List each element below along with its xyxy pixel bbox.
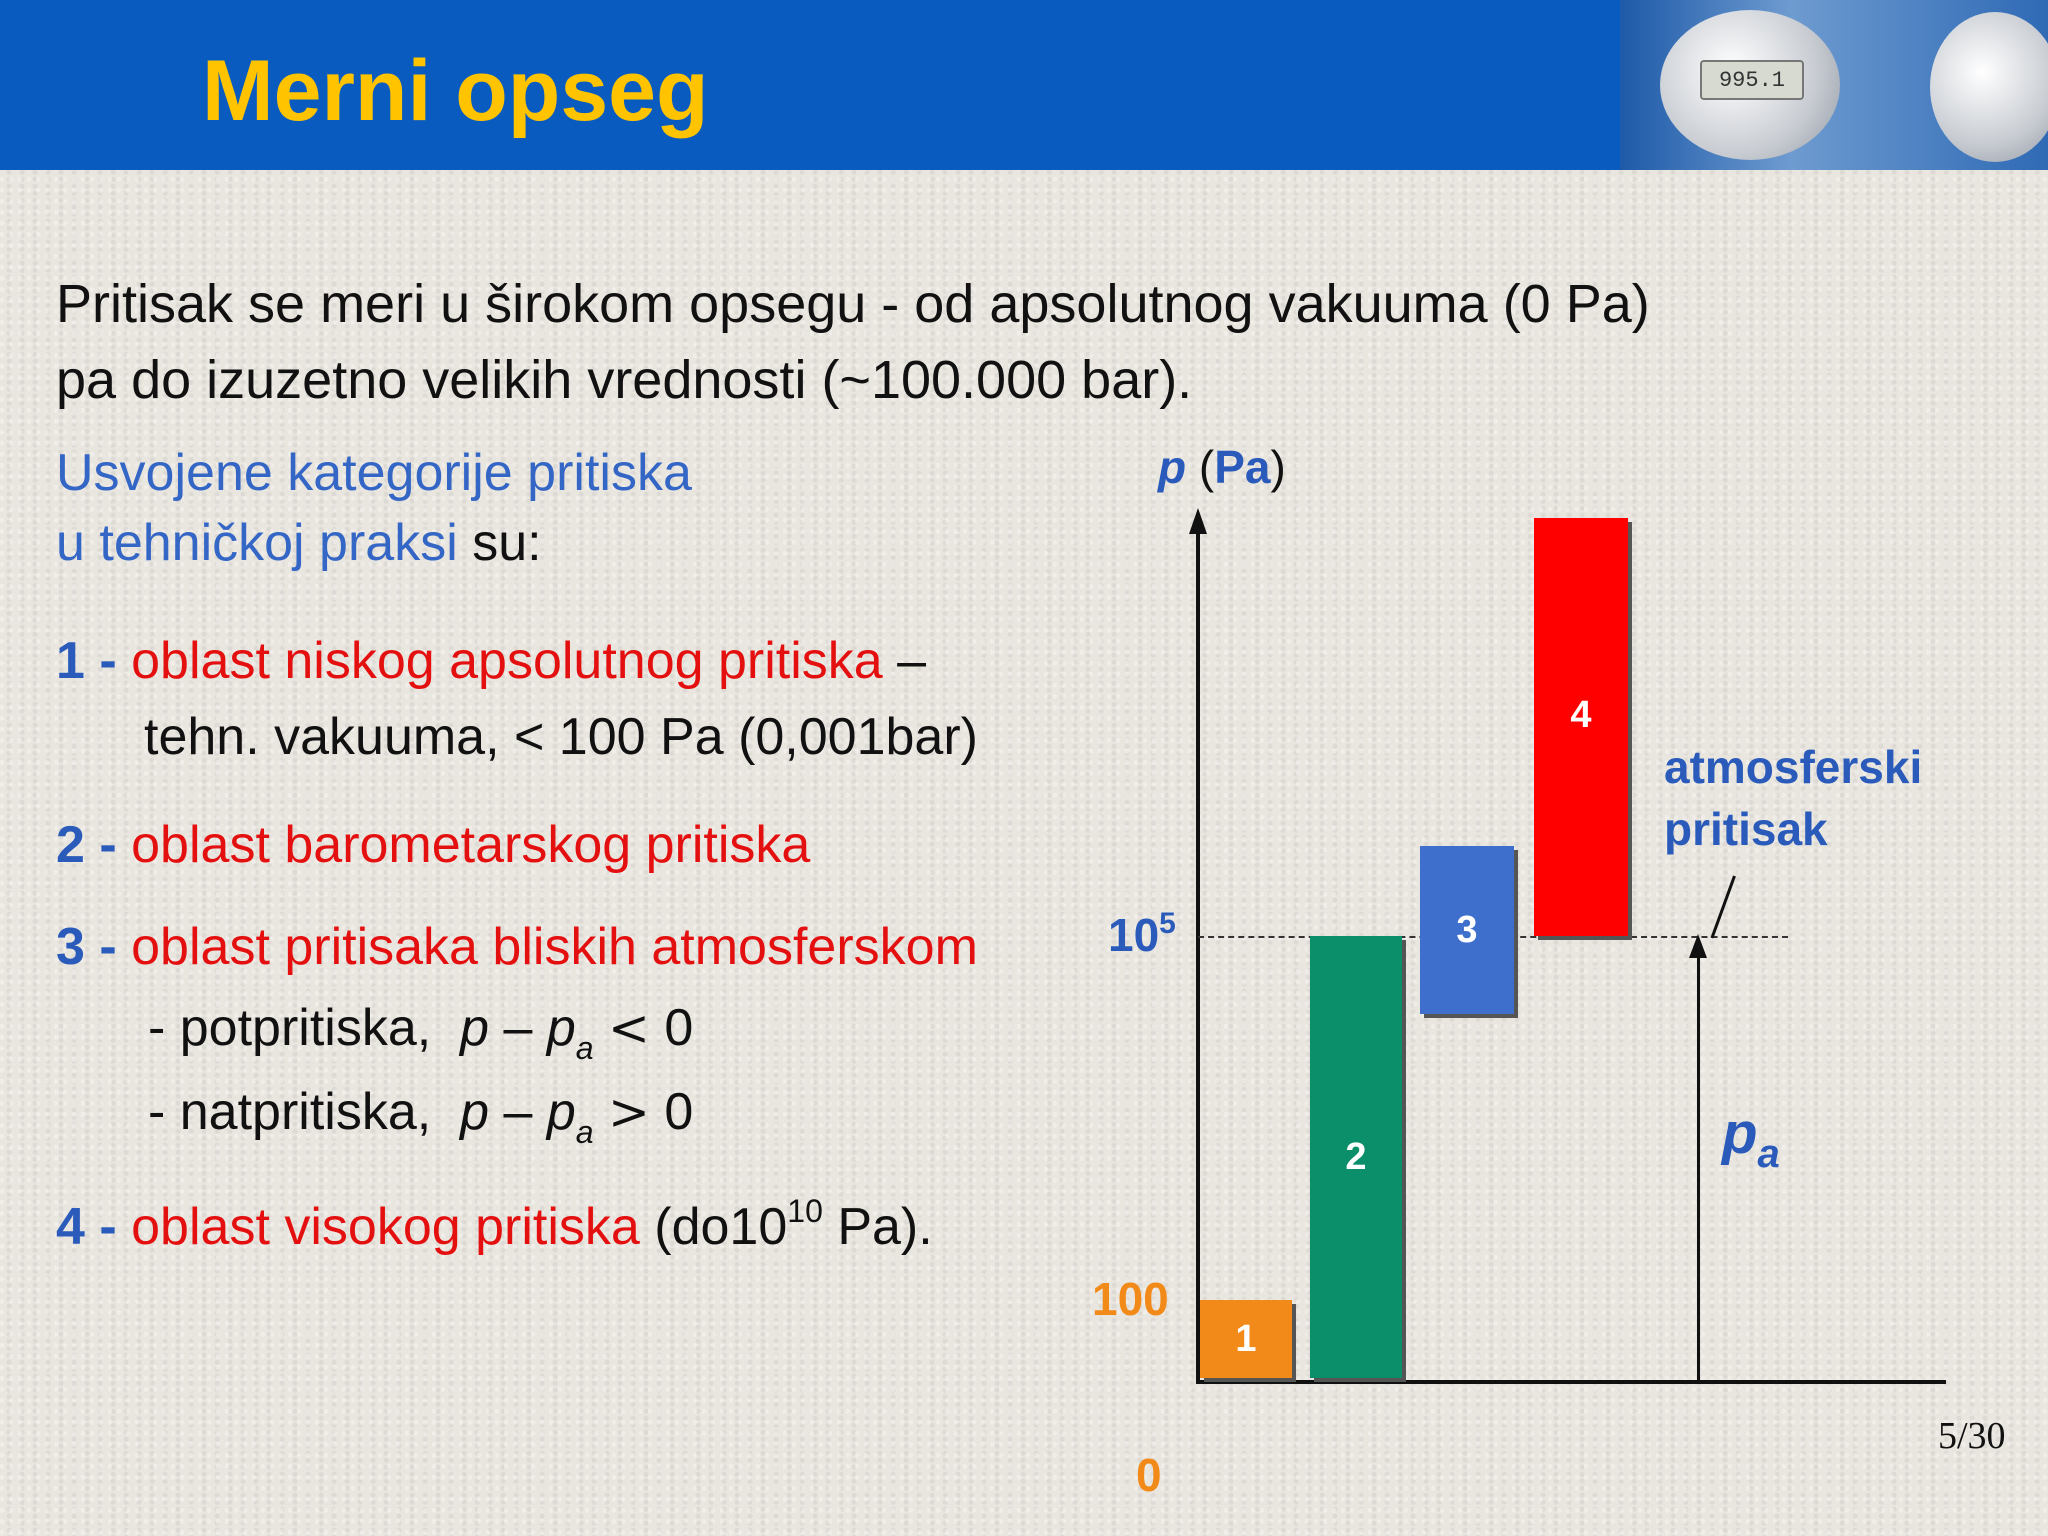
pa-label	[1722, 1100, 1780, 1176]
pa-label-subscript: a	[1757, 1132, 1780, 1176]
zero-value: 0	[664, 1083, 694, 1141]
overpressure-text: - natpritiska,	[148, 1083, 432, 1141]
item-1-detail: tehn. vakuuma, < 100 Pa (0,001bar)	[144, 708, 978, 766]
tick-label-1e5	[1108, 908, 1176, 962]
item-4-label: oblast visokog pritiska	[131, 1198, 640, 1256]
item-3-number: 3 -	[56, 918, 117, 976]
pa-symbol: p	[546, 1083, 576, 1141]
item-3-sub-underpressure	[148, 998, 694, 1066]
less-than-sign: <	[608, 999, 650, 1057]
pa-subscript: a	[575, 1114, 594, 1150]
intro-paragraph	[56, 266, 1956, 418]
minus-sign: –	[503, 999, 533, 1057]
y-axis-unit-close: )	[1270, 441, 1286, 493]
item-1-label: oblast niskog apsolutnog pritiska	[131, 632, 883, 690]
meter-display: 995.1	[1700, 60, 1804, 100]
atm-label-line-2: pritisak	[1664, 803, 1828, 855]
title-bar	[0, 0, 2048, 170]
item-4-close: Pa).	[822, 1198, 933, 1256]
item-2-number: 2 -	[56, 816, 117, 874]
tick-label-100: 100	[1092, 1273, 1169, 1325]
p-symbol: p	[460, 1083, 490, 1141]
category-item-2	[56, 814, 810, 876]
bar-category-4: 4	[1534, 518, 1628, 936]
category-item-3	[56, 916, 978, 978]
categories-heading-black: su:	[457, 514, 542, 572]
bar-category-3: 3	[1420, 846, 1514, 1014]
item-4-number: 4 -	[56, 1198, 117, 1256]
categories-heading-line-1: Usvojene kategorije pritiska	[56, 444, 692, 502]
categories-heading-blue: u tehničkoj praksi	[56, 514, 458, 572]
tick-1e5-exponent: 5	[1159, 907, 1176, 940]
minus-sign: –	[503, 1083, 533, 1141]
intro-line-1: Pritisak se meri u širokom opsegu - od apsolutnog vakuuma (0 Pa)	[56, 274, 1650, 334]
category-item-4	[56, 1193, 933, 1264]
pa-arrow-line	[1697, 946, 1700, 1382]
atmospheric-pressure-label	[1664, 736, 1922, 860]
y-axis-title	[1158, 440, 1286, 494]
greater-than-sign: >	[608, 1083, 650, 1141]
y-axis-unit: Pa	[1214, 441, 1271, 493]
bar-category-2: 2	[1310, 936, 1402, 1378]
category-item-1	[56, 630, 926, 692]
item-4-open: (do10	[639, 1198, 788, 1256]
zero-value: 0	[664, 999, 694, 1057]
p-symbol: p	[460, 999, 490, 1057]
item-3-sub-overpressure	[148, 1082, 694, 1150]
pa-subscript: a	[575, 1030, 594, 1066]
meter-dial-right	[1930, 12, 2048, 162]
underpressure-text: - potpritiska,	[148, 999, 432, 1057]
slide-title: Merni opseg	[202, 43, 709, 139]
item-1-number: 1 -	[56, 632, 117, 690]
item-2-label: oblast barometarskog pritiska	[131, 816, 811, 874]
pa-label-symbol: p	[1722, 1101, 1758, 1166]
tick-1e5-base: 10	[1108, 909, 1160, 961]
y-axis-unit-open: (	[1186, 441, 1215, 493]
item-4-exponent: 10	[787, 1193, 823, 1229]
tick-label-zero: 0	[1136, 1449, 1162, 1501]
y-axis-symbol: p	[1158, 441, 1187, 493]
intro-line-2: pa do izuzetno velikih vrednosti (~100.000 bar).	[56, 350, 1193, 410]
pressure-meter-image	[1620, 0, 2048, 170]
x-axis-line	[1196, 1380, 1946, 1384]
y-axis-line	[1196, 520, 1200, 1384]
bar-category-1: 1	[1200, 1300, 1292, 1378]
categories-heading-line-2	[56, 508, 692, 578]
atm-label-pointer	[1711, 875, 1736, 938]
atm-label-line-1: atmosferski	[1664, 741, 1923, 793]
item-1-suffix: –	[882, 632, 927, 690]
page-number: 5/30	[1938, 1415, 2006, 1457]
pa-symbol: p	[546, 999, 576, 1057]
categories-heading	[56, 438, 692, 578]
item-3-label: oblast pritisaka bliskih atmosferskom	[131, 918, 978, 976]
